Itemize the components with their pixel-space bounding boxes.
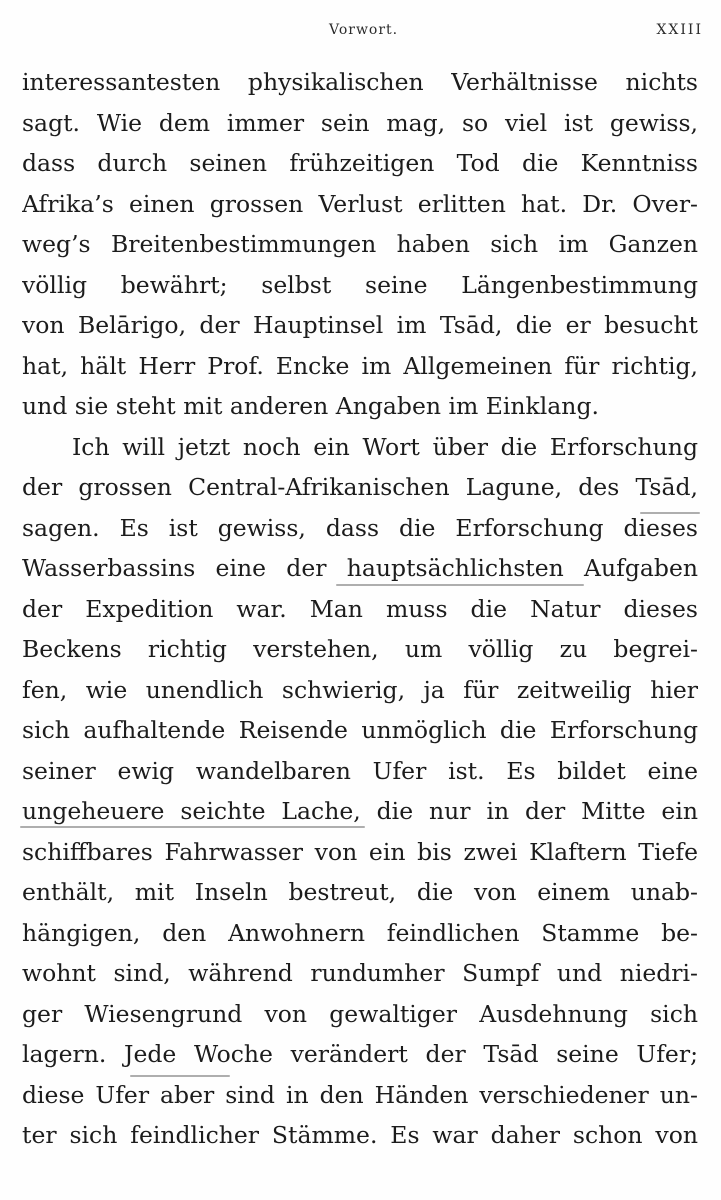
text-line: enthält, mit Inseln bestreut, die von einem unab-	[22, 878, 698, 906]
text-line: ger Wiesengrund von gewaltiger Ausdehnung sich	[22, 999, 698, 1028]
text-line: diese Ufer aber sind in den Händen verschiedener un-	[22, 1080, 698, 1109]
text-line: seiner ewig wandelbaren Ufer ist. Es bildet eine	[22, 756, 698, 785]
body-text	[22, 62, 698, 1156]
text-line: interessantesten physikalischen Verhältnisse nichts	[22, 68, 698, 96]
text-line: wohnt sind, während rundumher Sumpf und niedri-	[22, 959, 698, 987]
pencil-underline-mark	[20, 826, 365, 828]
text-line: Beckens richtig verstehen, um völlig zu begrei-	[22, 635, 698, 663]
text-line: sich aufhaltende Reisende unmöglich die Erforschung	[22, 716, 698, 744]
running-head	[0, 22, 721, 42]
running-head-title: Vorwort.	[329, 22, 399, 38]
text-line: weg’s Breitenbestimmungen haben sich im Ganzen	[22, 230, 698, 258]
paragraph-start-line: Ich will jetzt noch ein Wort über die Erforschung	[72, 432, 698, 461]
text-line: hängigen, den Anwohnern feindlichen Stamme be-	[22, 918, 698, 947]
pencil-underline-mark	[640, 512, 700, 514]
text-line: sagt. Wie dem immer sein mag, so viel ist gewiss,	[22, 108, 698, 137]
text-line: von Belārigo, der Hauptinsel im Tsād, die er besucht	[22, 311, 698, 339]
text-line: schiffbares Fahrwasser von ein bis zwei Klaftern Tiefe	[22, 837, 698, 866]
text-line: fen, wie unendlich schwierig, ja für zeitweilig hier	[22, 675, 698, 704]
text-line: lagern. Jede Woche verändert der Tsād seine Ufer;	[22, 1040, 698, 1068]
page-number: XXIII	[656, 22, 703, 38]
text-line: sagen. Es ist gewiss, dass die Erforschung dieses	[22, 513, 698, 542]
text-line: hat, hält Herr Prof. Encke im Allgemeinen für richtig,	[22, 351, 698, 380]
text-line: Wasserbassins eine der hauptsächlichsten Aufgaben	[22, 554, 698, 582]
text-line: völlig bewährt; selbst seine Längenbestimmung	[22, 270, 698, 299]
pencil-underline-mark	[336, 584, 584, 586]
text-line: ungeheuere seichte Lache, die nur in der Mitte ein	[22, 797, 698, 825]
paragraph-end-line: und sie steht mit anderen Angaben im Einklang.	[22, 392, 599, 420]
text-line: dass durch seinen frühzeitigen Tod die Kenntniss	[22, 149, 698, 177]
text-line: der grossen Central-Afrikanischen Lagune, des Tsād,	[22, 473, 698, 501]
pencil-underline-mark	[130, 1075, 230, 1077]
text-line: der Expedition war. Man muss die Natur dieses	[22, 594, 698, 623]
text-line: ter sich feindlicher Stämme. Es war daher schon von	[22, 1121, 698, 1149]
text-line: Afrika’s einen grossen Verlust erlitten hat. Dr. Over-	[22, 189, 698, 218]
